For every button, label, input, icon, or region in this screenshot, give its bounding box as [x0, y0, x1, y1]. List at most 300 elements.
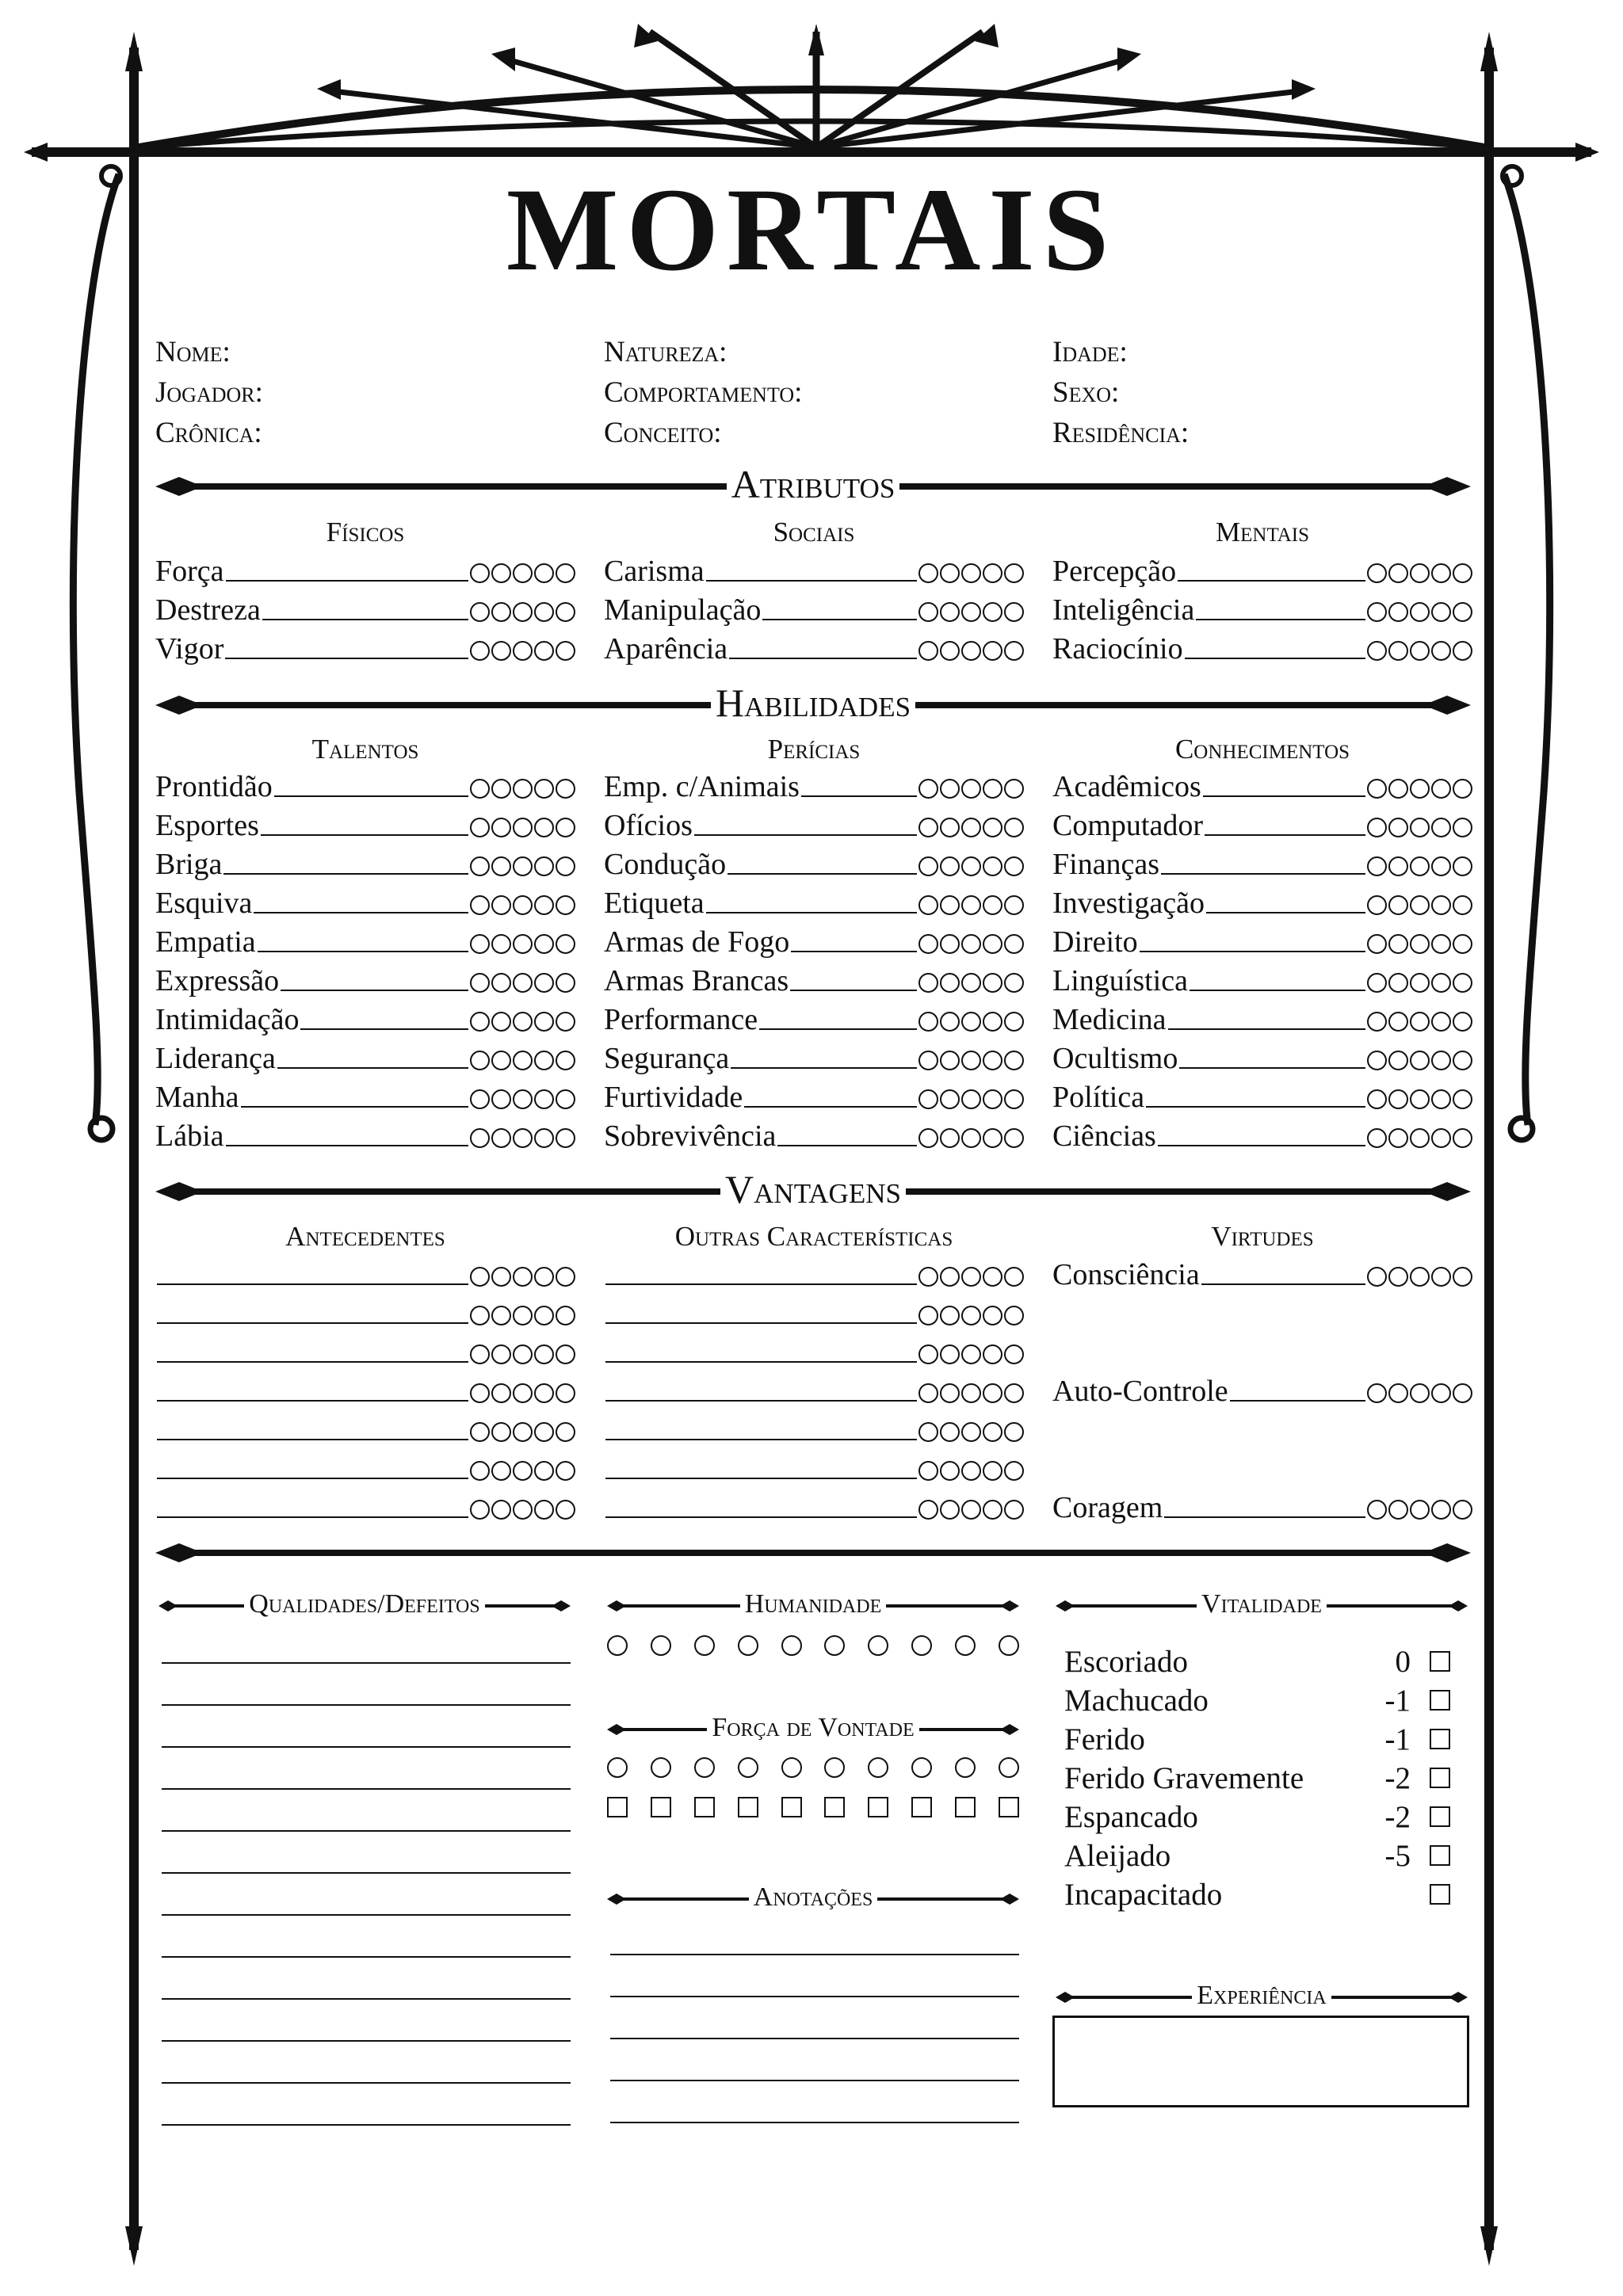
rating-dot[interactable]	[1367, 1267, 1387, 1287]
rating-dots[interactable]	[1367, 1500, 1472, 1520]
rating-dot[interactable]	[513, 856, 533, 876]
rating-dot[interactable]	[1004, 934, 1024, 954]
rating-dot[interactable]	[940, 1422, 960, 1442]
write-in-line[interactable]	[706, 912, 917, 913]
rating-dot[interactable]	[940, 1500, 960, 1520]
rating-dot[interactable]	[1388, 779, 1408, 799]
rating-dot[interactable]	[918, 934, 938, 954]
rating-dot[interactable]	[940, 1012, 960, 1032]
rating-dot[interactable]	[1453, 856, 1472, 876]
write-in-line[interactable]	[274, 795, 468, 797]
rating-dots[interactable]	[1367, 1267, 1472, 1287]
rating-dot[interactable]	[513, 1383, 533, 1403]
rating-dot[interactable]	[1410, 641, 1430, 661]
rating-dot[interactable]	[534, 1267, 554, 1287]
write-in-line[interactable]	[1140, 951, 1365, 952]
rating-dot[interactable]	[491, 973, 511, 993]
rating-dot[interactable]	[534, 934, 554, 954]
forca-vontade-box[interactable]	[781, 1797, 802, 1817]
forca-vontade-box[interactable]	[651, 1797, 671, 1817]
rating-dot[interactable]	[513, 1051, 533, 1070]
rating-dot[interactable]	[1431, 563, 1451, 583]
rating-dots[interactable]	[1367, 818, 1472, 837]
write-in-line[interactable]	[791, 951, 917, 952]
rating-dot[interactable]	[1410, 1500, 1430, 1520]
rating-dots[interactable]	[470, 1089, 575, 1109]
rating-dot[interactable]	[1431, 856, 1451, 876]
rating-dot[interactable]	[1410, 602, 1430, 622]
rating-dot[interactable]	[1004, 1089, 1024, 1109]
rating-dot[interactable]	[556, 641, 575, 661]
humanidade-dot[interactable]	[694, 1635, 715, 1656]
rating-dot[interactable]	[918, 856, 938, 876]
rating-dot[interactable]	[491, 563, 511, 583]
rating-dot[interactable]	[961, 1461, 981, 1481]
rating-dot[interactable]	[556, 856, 575, 876]
write-in-line[interactable]	[605, 1361, 917, 1363]
rating-dot[interactable]	[513, 1422, 533, 1442]
rating-dot[interactable]	[1004, 895, 1024, 915]
rating-dot[interactable]	[556, 1383, 575, 1403]
write-in-line[interactable]	[1158, 1145, 1365, 1146]
rating-dots[interactable]	[1367, 856, 1472, 876]
rating-dot[interactable]	[534, 563, 554, 583]
forca-vontade-boxes[interactable]	[607, 1797, 1019, 1817]
rating-dot[interactable]	[1367, 1500, 1387, 1520]
rating-dot[interactable]	[1388, 641, 1408, 661]
rating-dot[interactable]	[983, 563, 1002, 583]
rating-dot[interactable]	[534, 1383, 554, 1403]
rating-dot[interactable]	[983, 934, 1002, 954]
qualidades-line[interactable]	[162, 2124, 571, 2126]
rating-dot[interactable]	[513, 973, 533, 993]
rating-dot[interactable]	[470, 1128, 490, 1148]
rating-dots[interactable]	[470, 818, 575, 837]
rating-dot[interactable]	[1004, 973, 1024, 993]
write-in-line[interactable]	[694, 834, 917, 836]
rating-dot[interactable]	[1388, 563, 1408, 583]
vitalidade-checkbox[interactable]	[1430, 1806, 1450, 1827]
rating-dot[interactable]	[470, 641, 490, 661]
rating-dot[interactable]	[983, 818, 1002, 837]
rating-dot[interactable]	[491, 1267, 511, 1287]
rating-dot[interactable]	[513, 895, 533, 915]
rating-dot[interactable]	[940, 641, 960, 661]
rating-dot[interactable]	[491, 934, 511, 954]
qualidades-line[interactable]	[162, 1872, 571, 1874]
rating-dot[interactable]	[1004, 1012, 1024, 1032]
write-in-line[interactable]	[226, 1145, 468, 1146]
rating-dot[interactable]	[491, 1461, 511, 1481]
rating-dot[interactable]	[961, 1383, 981, 1403]
humanidade-dots[interactable]	[607, 1635, 1019, 1656]
rating-dots[interactable]	[1367, 602, 1472, 622]
rating-dot[interactable]	[918, 1089, 938, 1109]
forca-vontade-dot[interactable]	[911, 1757, 932, 1778]
write-in-line[interactable]	[226, 580, 468, 582]
write-in-line[interactable]	[1230, 1400, 1365, 1402]
rating-dot[interactable]	[918, 1383, 938, 1403]
qualidades-line[interactable]	[162, 1914, 571, 1916]
qualidades-line[interactable]	[162, 1662, 571, 1664]
rating-dot[interactable]	[556, 1012, 575, 1032]
write-in-line[interactable]	[1168, 1028, 1365, 1030]
rating-dot[interactable]	[918, 641, 938, 661]
qualidades-line[interactable]	[162, 2040, 571, 2042]
experiencia-box[interactable]	[1052, 2016, 1469, 2107]
rating-dots[interactable]	[918, 1500, 1024, 1520]
rating-dots[interactable]	[918, 1089, 1024, 1109]
write-in-line[interactable]	[729, 658, 917, 659]
rating-dot[interactable]	[1367, 602, 1387, 622]
forca-vontade-dot[interactable]	[651, 1757, 671, 1778]
rating-dots[interactable]	[470, 1051, 575, 1070]
write-in-line[interactable]	[1190, 990, 1365, 991]
forca-vontade-dot[interactable]	[694, 1757, 715, 1778]
write-in-line[interactable]	[1206, 912, 1365, 913]
anotacoes-line[interactable]	[610, 2122, 1019, 2123]
rating-dot[interactable]	[940, 856, 960, 876]
rating-dot[interactable]	[1388, 1500, 1408, 1520]
rating-dot[interactable]	[556, 1306, 575, 1325]
rating-dot[interactable]	[556, 779, 575, 799]
rating-dot[interactable]	[513, 602, 533, 622]
rating-dot[interactable]	[1388, 1089, 1408, 1109]
rating-dot[interactable]	[556, 818, 575, 837]
rating-dot[interactable]	[1367, 641, 1387, 661]
vitalidade-checkbox[interactable]	[1430, 1651, 1450, 1672]
rating-dot[interactable]	[1453, 1012, 1472, 1032]
rating-dot[interactable]	[491, 1306, 511, 1325]
rating-dot[interactable]	[470, 1051, 490, 1070]
rating-dot[interactable]	[961, 641, 981, 661]
rating-dot[interactable]	[513, 1306, 533, 1325]
rating-dot[interactable]	[1453, 1089, 1472, 1109]
rating-dots[interactable]	[470, 602, 575, 622]
rating-dot[interactable]	[940, 1461, 960, 1481]
rating-dot[interactable]	[961, 1306, 981, 1325]
write-in-line[interactable]	[157, 1439, 468, 1440]
rating-dot[interactable]	[1388, 1128, 1408, 1148]
rating-dot[interactable]	[1453, 1383, 1472, 1403]
rating-dots[interactable]	[918, 1051, 1024, 1070]
rating-dot[interactable]	[470, 1344, 490, 1364]
rating-dot[interactable]	[983, 602, 1002, 622]
rating-dot[interactable]	[534, 1306, 554, 1325]
anotacoes-line[interactable]	[610, 1954, 1019, 1955]
rating-dot[interactable]	[1367, 973, 1387, 993]
rating-dot[interactable]	[918, 818, 938, 837]
rating-dots[interactable]	[470, 1012, 575, 1032]
rating-dot[interactable]	[513, 818, 533, 837]
write-in-line[interactable]	[1178, 580, 1365, 582]
rating-dots[interactable]	[470, 1128, 575, 1148]
rating-dot[interactable]	[491, 1051, 511, 1070]
forca-vontade-dot[interactable]	[824, 1757, 845, 1778]
rating-dot[interactable]	[983, 1306, 1002, 1325]
rating-dots[interactable]	[470, 895, 575, 915]
rating-dots[interactable]	[470, 1422, 575, 1442]
rating-dots[interactable]	[1367, 641, 1472, 661]
write-in-line[interactable]	[254, 912, 468, 913]
humanidade-dot[interactable]	[999, 1635, 1019, 1656]
rating-dot[interactable]	[1410, 856, 1430, 876]
rating-dot[interactable]	[470, 1422, 490, 1442]
rating-dot[interactable]	[961, 973, 981, 993]
rating-dot[interactable]	[534, 602, 554, 622]
rating-dot[interactable]	[470, 1089, 490, 1109]
rating-dot[interactable]	[983, 856, 1002, 876]
rating-dot[interactable]	[961, 818, 981, 837]
qualidades-line[interactable]	[162, 1788, 571, 1790]
humanidade-dot[interactable]	[781, 1635, 802, 1656]
rating-dot[interactable]	[983, 1128, 1002, 1148]
rating-dot[interactable]	[1367, 563, 1387, 583]
rating-dot[interactable]	[1453, 1267, 1472, 1287]
rating-dot[interactable]	[513, 1267, 533, 1287]
rating-dot[interactable]	[1453, 602, 1472, 622]
rating-dot[interactable]	[534, 641, 554, 661]
rating-dot[interactable]	[513, 1344, 533, 1364]
rating-dot[interactable]	[1453, 973, 1472, 993]
rating-dot[interactable]	[1004, 1306, 1024, 1325]
rating-dot[interactable]	[983, 1422, 1002, 1442]
rating-dot[interactable]	[1367, 856, 1387, 876]
rating-dot[interactable]	[1367, 1383, 1387, 1403]
write-in-line[interactable]	[157, 1283, 468, 1285]
rating-dot[interactable]	[491, 602, 511, 622]
rating-dot[interactable]	[940, 1344, 960, 1364]
rating-dot[interactable]	[470, 934, 490, 954]
forca-vontade-box[interactable]	[999, 1797, 1019, 1817]
write-in-line[interactable]	[1201, 1283, 1365, 1285]
rating-dots[interactable]	[918, 895, 1024, 915]
rating-dot[interactable]	[470, 973, 490, 993]
rating-dots[interactable]	[470, 779, 575, 799]
forca-vontade-dot[interactable]	[955, 1757, 976, 1778]
rating-dot[interactable]	[1004, 602, 1024, 622]
write-in-line[interactable]	[157, 1516, 468, 1518]
forca-vontade-box[interactable]	[868, 1797, 888, 1817]
rating-dot[interactable]	[1410, 1383, 1430, 1403]
rating-dot[interactable]	[940, 1089, 960, 1109]
rating-dot[interactable]	[961, 934, 981, 954]
rating-dot[interactable]	[513, 1500, 533, 1520]
forca-vontade-box[interactable]	[694, 1797, 715, 1817]
rating-dots[interactable]	[1367, 779, 1472, 799]
rating-dot[interactable]	[940, 1051, 960, 1070]
write-in-line[interactable]	[157, 1478, 468, 1479]
write-in-line[interactable]	[1203, 795, 1365, 797]
rating-dots[interactable]	[918, 641, 1024, 661]
rating-dot[interactable]	[556, 1051, 575, 1070]
rating-dot[interactable]	[534, 1461, 554, 1481]
forca-vontade-dot[interactable]	[781, 1757, 802, 1778]
rating-dot[interactable]	[556, 1128, 575, 1148]
rating-dot[interactable]	[513, 1012, 533, 1032]
forca-vontade-dot[interactable]	[738, 1757, 758, 1778]
rating-dot[interactable]	[470, 602, 490, 622]
rating-dot[interactable]	[918, 602, 938, 622]
rating-dot[interactable]	[983, 1012, 1002, 1032]
rating-dot[interactable]	[1004, 1344, 1024, 1364]
rating-dot[interactable]	[1453, 818, 1472, 837]
rating-dot[interactable]	[1410, 1128, 1430, 1148]
rating-dots[interactable]	[918, 1422, 1024, 1442]
rating-dot[interactable]	[513, 641, 533, 661]
rating-dots[interactable]	[470, 1267, 575, 1287]
rating-dot[interactable]	[940, 602, 960, 622]
rating-dots[interactable]	[918, 934, 1024, 954]
rating-dot[interactable]	[940, 934, 960, 954]
qualidades-line[interactable]	[162, 1704, 571, 1706]
rating-dots[interactable]	[1367, 934, 1472, 954]
rating-dot[interactable]	[513, 563, 533, 583]
rating-dot[interactable]	[961, 779, 981, 799]
rating-dot[interactable]	[1431, 934, 1451, 954]
rating-dot[interactable]	[1004, 1461, 1024, 1481]
rating-dots[interactable]	[918, 1306, 1024, 1325]
rating-dot[interactable]	[1004, 563, 1024, 583]
rating-dot[interactable]	[983, 1500, 1002, 1520]
write-in-line[interactable]	[731, 1067, 917, 1069]
vitalidade-checkbox[interactable]	[1430, 1729, 1450, 1749]
rating-dot[interactable]	[918, 1051, 938, 1070]
rating-dot[interactable]	[1453, 1051, 1472, 1070]
rating-dot[interactable]	[983, 641, 1002, 661]
write-in-line[interactable]	[777, 1145, 917, 1146]
rating-dots[interactable]	[1367, 1051, 1472, 1070]
anotacoes-line[interactable]	[610, 1996, 1019, 1997]
rating-dots[interactable]	[1367, 1383, 1472, 1403]
rating-dot[interactable]	[940, 895, 960, 915]
rating-dot[interactable]	[534, 1089, 554, 1109]
write-in-line[interactable]	[277, 1067, 468, 1069]
rating-dots[interactable]	[1367, 1089, 1472, 1109]
rating-dot[interactable]	[1431, 1051, 1451, 1070]
rating-dot[interactable]	[1367, 818, 1387, 837]
rating-dot[interactable]	[534, 779, 554, 799]
rating-dot[interactable]	[918, 1012, 938, 1032]
rating-dot[interactable]	[491, 1344, 511, 1364]
rating-dot[interactable]	[1453, 1500, 1472, 1520]
rating-dot[interactable]	[491, 1422, 511, 1442]
rating-dot[interactable]	[918, 563, 938, 583]
forca-vontade-dots[interactable]	[607, 1757, 1019, 1778]
rating-dot[interactable]	[983, 1461, 1002, 1481]
write-in-line[interactable]	[706, 580, 917, 582]
rating-dot[interactable]	[556, 1344, 575, 1364]
rating-dot[interactable]	[1388, 1051, 1408, 1070]
rating-dot[interactable]	[983, 973, 1002, 993]
rating-dot[interactable]	[1431, 1089, 1451, 1109]
write-in-line[interactable]	[801, 795, 917, 797]
rating-dot[interactable]	[534, 818, 554, 837]
forca-vontade-dot[interactable]	[999, 1757, 1019, 1778]
rating-dot[interactable]	[491, 779, 511, 799]
qualidades-line[interactable]	[162, 2082, 571, 2084]
forca-vontade-dot[interactable]	[607, 1757, 628, 1778]
rating-dot[interactable]	[1367, 779, 1387, 799]
rating-dot[interactable]	[983, 1383, 1002, 1403]
rating-dot[interactable]	[513, 779, 533, 799]
rating-dot[interactable]	[513, 1128, 533, 1148]
rating-dot[interactable]	[961, 1344, 981, 1364]
rating-dots[interactable]	[470, 934, 575, 954]
qualidades-line[interactable]	[162, 1830, 571, 1832]
humanidade-dot[interactable]	[651, 1635, 671, 1656]
rating-dot[interactable]	[1367, 1089, 1387, 1109]
write-in-line[interactable]	[300, 1028, 468, 1030]
write-in-line[interactable]	[1146, 1106, 1365, 1108]
rating-dots[interactable]	[918, 818, 1024, 837]
rating-dot[interactable]	[1004, 1267, 1024, 1287]
write-in-line[interactable]	[262, 619, 468, 620]
forca-vontade-box[interactable]	[911, 1797, 932, 1817]
rating-dots[interactable]	[918, 1128, 1024, 1148]
rating-dot[interactable]	[513, 1089, 533, 1109]
vitalidade-checkbox[interactable]	[1430, 1690, 1450, 1711]
rating-dots[interactable]	[470, 1500, 575, 1520]
rating-dot[interactable]	[556, 1461, 575, 1481]
rating-dot[interactable]	[491, 1500, 511, 1520]
rating-dot[interactable]	[556, 1267, 575, 1287]
rating-dot[interactable]	[961, 563, 981, 583]
write-in-line[interactable]	[605, 1478, 917, 1479]
write-in-line[interactable]	[223, 873, 468, 875]
rating-dot[interactable]	[940, 1267, 960, 1287]
rating-dot[interactable]	[961, 1051, 981, 1070]
write-in-line[interactable]	[281, 990, 468, 991]
write-in-line[interactable]	[225, 658, 468, 659]
rating-dot[interactable]	[470, 1461, 490, 1481]
write-in-line[interactable]	[605, 1283, 917, 1285]
rating-dot[interactable]	[534, 1344, 554, 1364]
rating-dots[interactable]	[470, 563, 575, 583]
rating-dots[interactable]	[470, 1306, 575, 1325]
vitalidade-checkbox[interactable]	[1430, 1884, 1450, 1905]
write-in-line[interactable]	[1161, 873, 1365, 875]
rating-dot[interactable]	[961, 1128, 981, 1148]
write-in-line[interactable]	[157, 1322, 468, 1324]
rating-dot[interactable]	[1410, 895, 1430, 915]
rating-dot[interactable]	[961, 1089, 981, 1109]
rating-dots[interactable]	[918, 1461, 1024, 1481]
rating-dot[interactable]	[1453, 779, 1472, 799]
rating-dots[interactable]	[1367, 1012, 1472, 1032]
rating-dot[interactable]	[556, 973, 575, 993]
rating-dot[interactable]	[513, 1461, 533, 1481]
forca-vontade-box[interactable]	[607, 1797, 628, 1817]
qualidades-line[interactable]	[162, 1956, 571, 1958]
rating-dot[interactable]	[918, 1128, 938, 1148]
rating-dot[interactable]	[1388, 1267, 1408, 1287]
rating-dot[interactable]	[1410, 818, 1430, 837]
write-in-line[interactable]	[157, 1361, 468, 1363]
vitalidade-checkbox[interactable]	[1430, 1768, 1450, 1788]
rating-dot[interactable]	[1453, 895, 1472, 915]
rating-dot[interactable]	[470, 1267, 490, 1287]
rating-dot[interactable]	[534, 1128, 554, 1148]
rating-dots[interactable]	[918, 1012, 1024, 1032]
rating-dots[interactable]	[918, 779, 1024, 799]
forca-vontade-box[interactable]	[824, 1797, 845, 1817]
rating-dot[interactable]	[534, 856, 554, 876]
rating-dots[interactable]	[918, 1344, 1024, 1364]
rating-dot[interactable]	[1367, 1051, 1387, 1070]
rating-dot[interactable]	[1431, 602, 1451, 622]
write-in-line[interactable]	[744, 1106, 917, 1108]
